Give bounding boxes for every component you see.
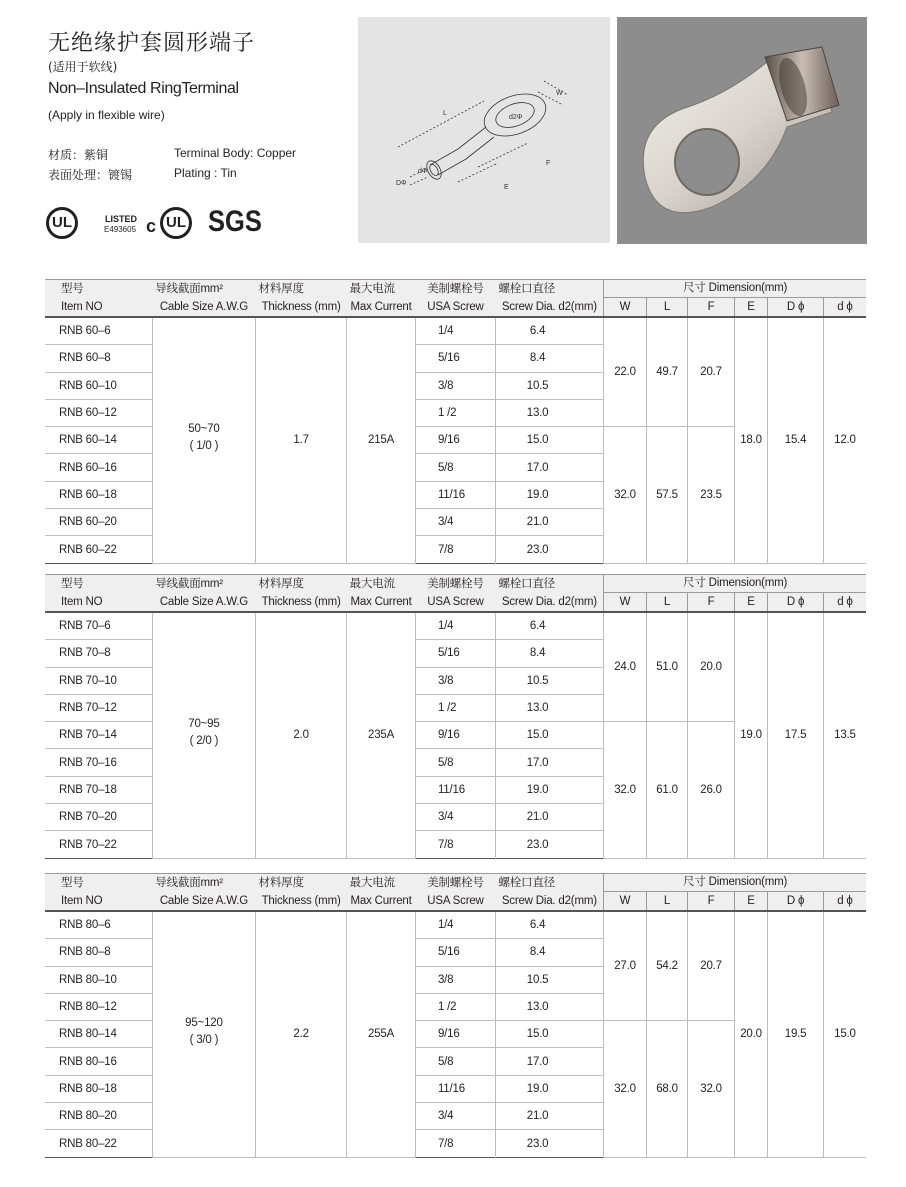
page-title-en: Non–Insulated RingTerminal xyxy=(48,80,239,97)
col-cable-en: Cable Size A.W.G xyxy=(152,298,255,318)
col-item-cn: 型号 xyxy=(45,575,152,593)
item-no: RNB 80–6 xyxy=(45,911,152,939)
listed-text: LISTED xyxy=(105,214,138,224)
c-ul-logo-text: UL xyxy=(166,214,186,231)
usa-screw: 5/8 xyxy=(415,1048,495,1075)
item-no: RNB 80–8 xyxy=(45,939,152,966)
dim-label-L: L xyxy=(443,110,447,117)
item-no: RNB 80–18 xyxy=(45,1075,152,1102)
col-item-en: Item NO xyxy=(45,892,152,912)
item-no: RNB 60–16 xyxy=(45,454,152,481)
apply-note: (Apply in flexible wire) xyxy=(48,108,165,122)
col-cable-en: Cable Size A.W.G xyxy=(152,593,255,613)
col-usa-en: USA Screw xyxy=(415,892,495,912)
col-item-cn: 型号 xyxy=(45,874,152,892)
item-no: RNB 60–20 xyxy=(45,509,152,536)
col-E: E xyxy=(734,298,767,318)
screw-dia: 23.0 xyxy=(495,831,603,858)
usa-screw: 9/16 xyxy=(415,722,495,749)
item-no: RNB 80–14 xyxy=(45,1021,152,1048)
screw-dia: 6.4 xyxy=(495,911,603,939)
usa-screw: 11/16 xyxy=(415,481,495,508)
usa-screw: 11/16 xyxy=(415,776,495,803)
usa-screw: 3/4 xyxy=(415,1103,495,1130)
usa-screw: 9/16 xyxy=(415,1021,495,1048)
product-photo xyxy=(617,17,867,244)
col-thick-en: Thickness (mm) xyxy=(256,593,347,613)
item-no: RNB 60–22 xyxy=(59,543,117,556)
dim-W: 32.0 xyxy=(604,722,647,858)
usa-screw: 11/16 xyxy=(415,1075,495,1102)
awg: ( 2/0 ) xyxy=(189,734,219,747)
technical-drawing xyxy=(358,17,610,243)
col-E: E xyxy=(734,892,767,912)
table-row xyxy=(45,911,866,939)
col-D: D ϕ xyxy=(768,593,824,613)
cable-size-cell xyxy=(152,317,255,563)
col-L: L xyxy=(646,593,688,613)
item-no: RNB 60–14 xyxy=(45,427,152,454)
item-no: RNB 70–20 xyxy=(45,804,152,831)
usa-screw: 5/16 xyxy=(415,939,495,966)
screw-dia: 19.0 xyxy=(495,1075,603,1102)
thickness: 2.2 xyxy=(256,911,347,1157)
max-current: 255A xyxy=(347,911,416,1157)
screw-dia: 17.0 xyxy=(495,749,603,776)
usa-screw: 1/4 xyxy=(415,612,495,640)
table-row xyxy=(45,612,866,640)
usa-screw: 7/8 xyxy=(415,536,495,563)
dim-F: 20.0 xyxy=(688,612,735,722)
col-item-cn: 型号 xyxy=(45,280,152,298)
cable-size: 50~70 xyxy=(188,422,220,435)
cable-size: 95~120 xyxy=(185,1016,223,1029)
cable-size-cell xyxy=(152,911,255,1157)
col-usa-en: USA Screw xyxy=(415,593,495,613)
screw-dia: 13.0 xyxy=(495,993,603,1020)
dim-L: 51.0 xyxy=(646,612,688,722)
item-no: RNB 60–10 xyxy=(45,372,152,399)
usa-screw: 1 /2 xyxy=(415,993,495,1020)
screw-dia: 15.0 xyxy=(495,427,603,454)
dim-F: 20.7 xyxy=(688,911,735,1021)
dim-d: 12.0 xyxy=(823,317,866,563)
usa-screw: 1 /2 xyxy=(415,399,495,426)
dim-W: 27.0 xyxy=(604,911,647,1021)
dim-D: 15.4 xyxy=(768,317,824,563)
col-cable-cn: 导线截面mm² xyxy=(152,280,255,298)
usa-screw: 5/8 xyxy=(415,749,495,776)
item-no: RNB 80–22 xyxy=(59,1137,117,1150)
screw-dia: 10.5 xyxy=(495,372,603,399)
ul-logo xyxy=(46,207,78,239)
item-no: RNB 70–10 xyxy=(45,667,152,694)
spec-table xyxy=(45,279,866,564)
col-W: W xyxy=(604,298,647,318)
dim-L: 54.2 xyxy=(646,911,688,1021)
dim-D: 17.5 xyxy=(768,612,824,858)
col-dimension: 尺寸 Dimension(mm) xyxy=(604,874,866,892)
col-dia-en: Screw Dia. d2(mm) xyxy=(495,892,603,912)
cable-size: 70~95 xyxy=(188,717,220,730)
usa-screw: 5/8 xyxy=(415,454,495,481)
usa-screw: 7/8 xyxy=(415,831,495,858)
item-no: RNB 60–12 xyxy=(45,399,152,426)
col-usa-cn: 美制螺栓号 xyxy=(415,575,495,593)
subtitle-cn: (适用于软线) xyxy=(48,60,118,74)
sgs-logo: SGS xyxy=(208,205,262,238)
col-thick-en: Thickness (mm) xyxy=(256,892,347,912)
material-value: Terminal Body: Copper xyxy=(174,146,297,160)
screw-dia: 13.0 xyxy=(495,399,603,426)
dim-label-d: dΦ xyxy=(418,168,428,175)
listed-code: E493605 xyxy=(104,225,137,234)
col-dia-en: Screw Dia. d2(mm) xyxy=(495,298,603,318)
table-row xyxy=(45,317,866,345)
usa-screw: 3/8 xyxy=(415,966,495,993)
col-cable-cn: 导线截面mm² xyxy=(152,874,255,892)
screw-dia: 17.0 xyxy=(495,1048,603,1075)
col-W: W xyxy=(604,892,647,912)
awg: ( 3/0 ) xyxy=(189,1033,219,1046)
col-dia-cn: 螺栓口直径 xyxy=(495,575,603,593)
dim-E: 20.0 xyxy=(734,911,767,1157)
usa-screw: 5/16 xyxy=(415,345,495,372)
ul-logo-text: UL xyxy=(52,214,72,231)
dim-E: 18.0 xyxy=(734,317,767,563)
dim-label-F: F xyxy=(546,160,551,167)
dim-label-D: DΦ xyxy=(396,180,407,187)
max-current: 215A xyxy=(347,317,416,563)
dim-W: 24.0 xyxy=(604,612,647,722)
col-d: d ϕ xyxy=(823,298,866,318)
col-cable-cn: 导线截面mm² xyxy=(152,575,255,593)
thickness: 2.0 xyxy=(256,612,347,858)
screw-dia: 10.5 xyxy=(495,667,603,694)
screw-dia: 21.0 xyxy=(495,509,603,536)
dim-L: 68.0 xyxy=(646,1021,688,1157)
screw-dia: 6.4 xyxy=(495,612,603,640)
col-D: D ϕ xyxy=(768,298,824,318)
dim-F: 26.0 xyxy=(688,722,735,858)
col-dia-cn: 螺栓口直径 xyxy=(495,874,603,892)
material-label: 材质：紫铜 xyxy=(48,148,109,162)
terminal-drawing-svg xyxy=(358,17,610,243)
max-current: 235A xyxy=(347,612,416,858)
usa-screw: 1/4 xyxy=(415,911,495,939)
col-current-cn: 最大电流 xyxy=(347,280,416,298)
col-F: F xyxy=(688,298,735,318)
item-no: RNB 70–22 xyxy=(59,838,117,851)
spec-table xyxy=(45,574,866,859)
screw-dia: 19.0 xyxy=(495,481,603,508)
col-thick-cn: 材料厚度 xyxy=(256,874,347,892)
screw-dia: 13.0 xyxy=(495,694,603,721)
col-item-en: Item NO xyxy=(45,298,152,318)
dim-L: 49.7 xyxy=(646,317,688,427)
dim-W: 32.0 xyxy=(604,1021,647,1157)
col-thick-cn: 材料厚度 xyxy=(256,280,347,298)
usa-screw: 3/4 xyxy=(415,509,495,536)
usa-screw: 9/16 xyxy=(415,427,495,454)
screw-dia: 21.0 xyxy=(495,804,603,831)
screw-dia: 19.0 xyxy=(495,776,603,803)
c-ul-mark-c: c xyxy=(146,216,157,236)
usa-screw: 3/8 xyxy=(415,372,495,399)
screw-dia: 15.0 xyxy=(495,1021,603,1048)
screw-dia: 15.0 xyxy=(495,722,603,749)
item-no: RNB 60–8 xyxy=(45,345,152,372)
item-no: RNB 60–6 xyxy=(45,317,152,345)
ring-terminal-photo-svg xyxy=(617,17,867,244)
col-thick-cn: 材料厚度 xyxy=(256,575,347,593)
col-usa-cn: 美制螺栓号 xyxy=(415,280,495,298)
col-dimension: 尺寸 Dimension(mm) xyxy=(604,575,866,593)
item-no: RNB 60–18 xyxy=(45,481,152,508)
dim-L: 57.5 xyxy=(646,427,688,563)
usa-screw: 1 /2 xyxy=(415,694,495,721)
col-W: W xyxy=(604,593,647,613)
usa-screw: 3/4 xyxy=(415,804,495,831)
usa-screw: 3/8 xyxy=(415,667,495,694)
item-no: RNB 80–12 xyxy=(45,993,152,1020)
usa-screw: 5/16 xyxy=(415,640,495,667)
dim-F: 23.5 xyxy=(688,427,735,563)
screw-dia: 17.0 xyxy=(495,454,603,481)
spec-table xyxy=(45,873,866,1158)
item-no: RNB 80–20 xyxy=(45,1103,152,1130)
col-current-cn: 最大电流 xyxy=(347,575,416,593)
col-current-en: Max Current xyxy=(347,298,416,318)
cable-size-cell xyxy=(152,612,255,858)
dim-D: 19.5 xyxy=(768,911,824,1157)
item-no: RNB 70–6 xyxy=(45,612,152,640)
dim-W: 32.0 xyxy=(604,427,647,563)
col-cable-en: Cable Size A.W.G xyxy=(152,892,255,912)
dim-F: 20.7 xyxy=(688,317,735,427)
plating-value: Plating : Tin xyxy=(174,166,237,180)
dim-F: 32.0 xyxy=(688,1021,735,1157)
screw-dia: 8.4 xyxy=(495,345,603,372)
col-d: d ϕ xyxy=(823,892,866,912)
col-thick-en: Thickness (mm) xyxy=(256,298,347,318)
screw-dia: 21.0 xyxy=(495,1103,603,1130)
screw-dia: 23.0 xyxy=(495,536,603,563)
col-L: L xyxy=(646,892,688,912)
dim-L: 61.0 xyxy=(646,722,688,858)
item-no: RNB 70–12 xyxy=(45,694,152,721)
dim-label-d2: d2Φ xyxy=(509,114,523,121)
col-d: d ϕ xyxy=(823,593,866,613)
plating-label: 表面处理：镀锡 xyxy=(48,168,133,182)
dim-E: 19.0 xyxy=(734,612,767,858)
col-current-en: Max Current xyxy=(347,593,416,613)
screw-dia: 8.4 xyxy=(495,640,603,667)
col-usa-en: USA Screw xyxy=(415,298,495,318)
screw-dia: 8.4 xyxy=(495,939,603,966)
col-D: D ϕ xyxy=(768,892,824,912)
usa-screw: 1/4 xyxy=(415,317,495,345)
col-F: F xyxy=(688,593,735,613)
col-dia-cn: 螺栓口直径 xyxy=(495,280,603,298)
screw-dia: 10.5 xyxy=(495,966,603,993)
screw-dia: 23.0 xyxy=(495,1130,603,1157)
item-no: RNB 70–16 xyxy=(45,749,152,776)
thickness: 1.7 xyxy=(256,317,347,563)
dim-label-E: E xyxy=(504,184,509,191)
dim-d: 13.5 xyxy=(823,612,866,858)
col-F: F xyxy=(688,892,735,912)
dim-d: 15.0 xyxy=(823,911,866,1157)
item-no: RNB 70–14 xyxy=(45,722,152,749)
dim-W: 22.0 xyxy=(604,317,647,427)
screw-dia: 6.4 xyxy=(495,317,603,345)
usa-screw: 7/8 xyxy=(415,1130,495,1157)
item-no: RNB 70–8 xyxy=(45,640,152,667)
page-title-cn: 无绝缘护套圆形端子 xyxy=(48,31,256,56)
col-current-cn: 最大电流 xyxy=(347,874,416,892)
c-ul-logo xyxy=(160,207,192,239)
col-current-en: Max Current xyxy=(347,892,416,912)
dim-label-W: W xyxy=(556,90,563,97)
col-dimension: 尺寸 Dimension(mm) xyxy=(604,280,866,298)
item-no: RNB 80–16 xyxy=(45,1048,152,1075)
col-usa-cn: 美制螺栓号 xyxy=(415,874,495,892)
col-E: E xyxy=(734,593,767,613)
item-no: RNB 80–10 xyxy=(45,966,152,993)
col-L: L xyxy=(646,298,688,318)
item-no: RNB 70–18 xyxy=(45,776,152,803)
col-item-en: Item NO xyxy=(45,593,152,613)
col-dia-en: Screw Dia. d2(mm) xyxy=(495,593,603,613)
awg: ( 1/0 ) xyxy=(189,439,219,452)
